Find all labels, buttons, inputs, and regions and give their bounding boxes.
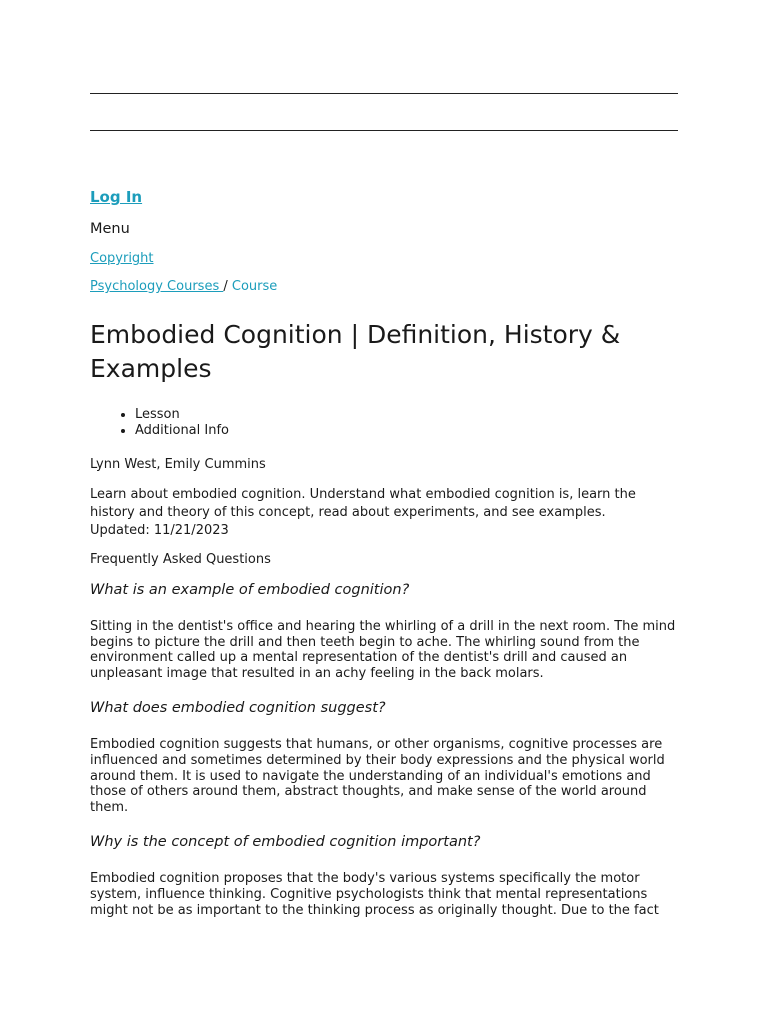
main-content (90, 186, 680, 918)
breadcrumb-psychology-courses[interactable]: Psychology Courses (90, 279, 224, 294)
lesson-tabs (90, 407, 680, 439)
login-link[interactable]: Log In (90, 188, 143, 206)
breadcrumb-separator: / (223, 279, 228, 294)
top-divider (90, 93, 678, 94)
faq-answer-2: Embodied cognition suggests that humans, or other organisms, cognitive processes are influenced and sometimes determined by their body expressions and the physical world around them. It is used to navigate the understanding of an individual's emotions and those of others around them, abstract thoughts, and make sense of the world around them. (90, 737, 665, 815)
faq-heading: Frequently Asked Questions (90, 552, 271, 567)
faq-question-2: What does embodied cognition suggest? (90, 700, 386, 717)
faq-answer-3: Embodied cognition proposes that the body's various systems specifically the motor system, influence thinking. Cognitive psychologists think that mental representations might not be as important to the thinking process as originally thought. Due to the fact (90, 871, 659, 918)
copyright-link[interactable]: Copyright (90, 251, 154, 266)
updated-date: Updated: 11/21/2023 (90, 523, 229, 538)
tab-additional-info[interactable]: • Additional Info (135, 423, 680, 439)
tab-lesson[interactable]: • Lesson (135, 407, 680, 423)
authors: Lynn West, Emily Cummins (90, 457, 266, 472)
faq-question-1: What is an example of embodied cognition? (90, 582, 410, 598)
faq-question-3: Why is the concept of embodied cognition important? (90, 834, 481, 851)
page-title: Embodied Cognition | Definition, History & Examples (90, 320, 621, 383)
summary-text: Learn about embodied cognition. Understand what embodied cognition is, learn the history and theory of this concept, read about experiments, and see examples. (90, 487, 636, 520)
menu-button[interactable]: Menu (90, 221, 130, 237)
header-divider (90, 130, 678, 131)
copyright-row (90, 248, 680, 268)
faq-answer-1: Sitting in the dentist's office and hearing the whirling of a drill in the next room. The mind begins to picture the drill and then teeth begin to ache. The whirling sound from the environment called up a mental representation of the dentist's drill and caused an unpleasant image that resulted in an achy feeling in the back molars. (90, 619, 676, 681)
summary (90, 486, 650, 540)
breadcrumb-course[interactable]: Course (231, 279, 278, 294)
breadcrumb (90, 278, 680, 296)
